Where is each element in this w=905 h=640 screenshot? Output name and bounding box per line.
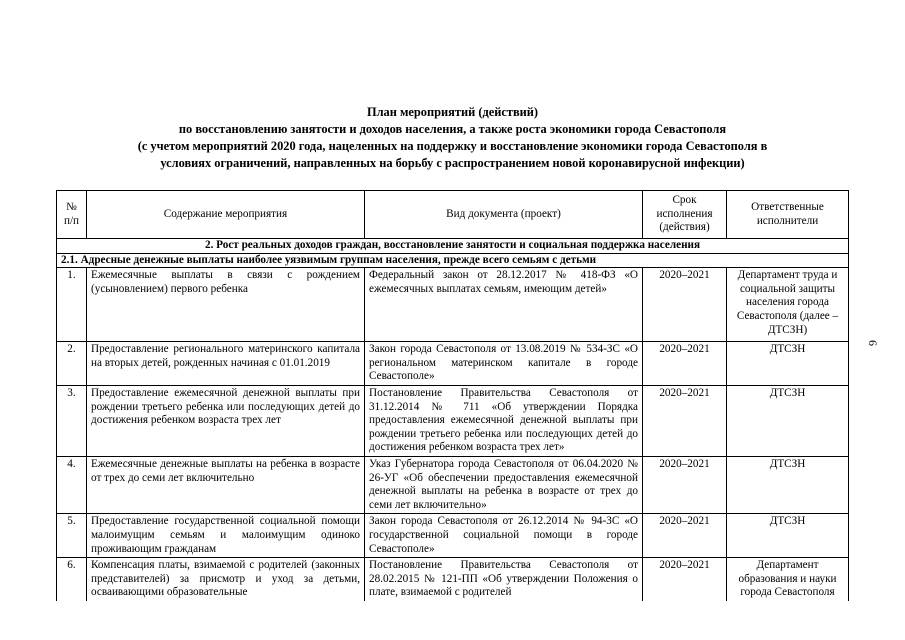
row-resp: ДТСЗН (727, 385, 849, 456)
row-content: Предоставление государственной социальной помощи малоимущим семьям и малоимущим одиноко проживающим гражданам (87, 514, 365, 558)
title-line-2: по восстановлению занятости и доходов населения, а также роста экономики города Севастополя (178, 122, 727, 136)
measures-table (56, 190, 849, 601)
row-doc: Закон города Севастополя от 13.08.2019 № 534-ЗС «О региональном материнском капитале в городе Севастополе» (365, 342, 643, 386)
table-row (57, 342, 849, 386)
header-doc: Вид документа (проект) (365, 191, 643, 239)
row-content: Предоставление ежемесячной денежной выплаты при рождении третьего ребенка или последующих детей до достижения ребенком возраста трех лет (87, 385, 365, 456)
page-number: 6 (866, 340, 880, 346)
title-line-3: (с учетом мероприятий 2020 года, нацеленных на поддержку и восстановление экономики города Севастополя в (137, 139, 768, 153)
row-doc: Федеральный закон от 28.12.2017 № 418-ФЗ «О ежемесячных выплатах семьям, имеющим детей» (365, 268, 643, 342)
row-num: 2. (57, 342, 87, 386)
subsection-title: 2.1. Адресные денежные выплаты наиболее уязвимым группам населения, прежде всего семьям с детьми (57, 253, 849, 268)
document-title (40, 104, 865, 172)
header-resp: Ответственные исполнители (727, 191, 849, 239)
header-term: Срок исполнения (действия) (643, 191, 727, 239)
table-row (57, 514, 849, 558)
row-term: 2020–2021 (643, 514, 727, 558)
table-row (57, 268, 849, 342)
row-content: Компенсация платы, взимаемой с родителей (законных представителей) за присмотр и уход за детьми, осваивающими образовательные (87, 558, 365, 601)
row-doc: Постановление Правительства Севастополя от 31.12.2014 № 711 «Об утверждении Порядка предоставления ежемесячной денежной выплаты при рождении третьего ребенка или последующих детей до достижения ребенком возраста трех лет» (365, 385, 643, 456)
table-row (57, 456, 849, 513)
row-resp: ДТСЗН (727, 342, 849, 386)
section-row (57, 239, 849, 254)
header-num: № п/п (57, 191, 87, 239)
table-row (57, 385, 849, 456)
row-term: 2020–2021 (643, 558, 727, 601)
header-content: Содержание мероприятия (87, 191, 365, 239)
row-resp: ДТСЗН (727, 514, 849, 558)
section-title: 2. Рост реальных доходов граждан, восстановление занятости и социальная поддержка населения (57, 239, 849, 254)
row-resp: ДТСЗН (727, 456, 849, 513)
row-doc: Указ Губернатора города Севастополя от 06.04.2020 № 26-УГ «Об обеспечении предоставления ежемесячной денежной выплаты на ребенка в возрасте от трех до семи лет включительно» (365, 456, 643, 513)
title-line-4: условиях ограничений, направленных на борьбу с распространением новой коронавирусной инфекции) (160, 156, 745, 170)
row-doc: Постановление Правительства Севастополя от 28.02.2015 № 121-ПП «Об утверждении Положения о плате, взимаемой с родителей (365, 558, 643, 601)
row-num: 3. (57, 385, 87, 456)
row-term: 2020–2021 (643, 342, 727, 386)
table-row (57, 558, 849, 601)
row-term: 2020–2021 (643, 268, 727, 342)
row-content: Ежемесячные выплаты в связи с рождением (усыновлением) первого ребенка (87, 268, 365, 342)
row-doc: Закон города Севастополя от 26.12.2014 № 94-ЗС «О государственной социальной помощи в городе Севастополе» (365, 514, 643, 558)
row-num: 4. (57, 456, 87, 513)
row-num: 6. (57, 558, 87, 601)
row-content: Предоставление регионального материнского капитала на вторых детей, рожденных начиная с 01.01.2019 (87, 342, 365, 386)
subsection-row (57, 253, 849, 268)
table-header-row (57, 191, 849, 239)
row-term: 2020–2021 (643, 456, 727, 513)
row-term: 2020–2021 (643, 385, 727, 456)
row-resp: Департамент труда и социальной защиты населения города Севастополя (далее – ДТСЗН) (727, 268, 849, 342)
title-line-1: План мероприятий (действий) (366, 105, 539, 119)
row-content: Ежемесячные денежные выплаты на ребенка в возрасте от трех до семи лет включительно (87, 456, 365, 513)
row-num: 1. (57, 268, 87, 342)
row-resp: Департамент образования и науки города Севастополя (727, 558, 849, 601)
row-num: 5. (57, 514, 87, 558)
